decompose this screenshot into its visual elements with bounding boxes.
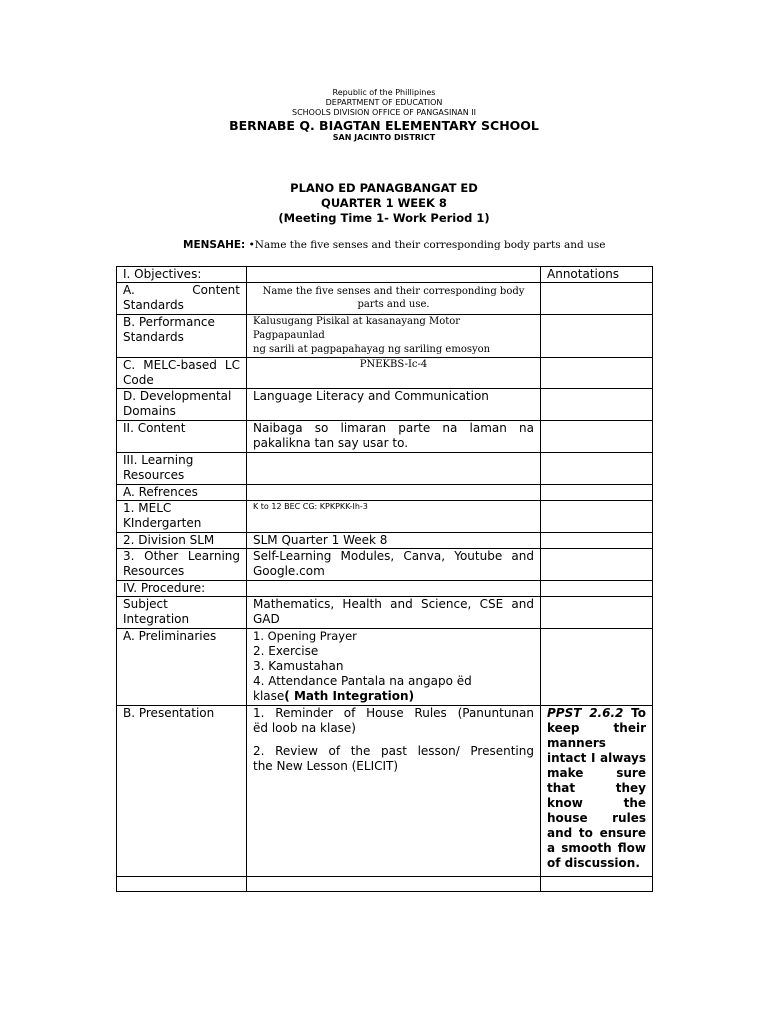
header-division: SCHOOLS DIVISION OFFICE OF PANGASINAN II xyxy=(291,108,477,117)
other-learning-resources-label-line-1: 3. Other Learning xyxy=(123,549,240,563)
presentation-value xyxy=(247,706,541,877)
performance-standards-label xyxy=(117,315,247,358)
content-label: II. Content xyxy=(117,421,247,453)
table-row xyxy=(117,629,653,706)
performance-value-line-2: Pagpapaunlad xyxy=(253,330,325,341)
lesson-plan-table xyxy=(116,266,653,892)
annotation-cell xyxy=(541,421,653,453)
prelim-item-3: 3. Kamustahan xyxy=(253,659,344,673)
content-value-line-1: Naibaga so limaran parte na laman na xyxy=(253,421,534,435)
presentation-spacer xyxy=(253,736,534,744)
procedure-label: IV. Procedure: xyxy=(117,581,247,597)
preliminaries-label: A. Preliminaries xyxy=(117,629,247,706)
title-line-1: PLANO ED PANAGBANGAT ED xyxy=(290,181,478,195)
content-standards-label-b: Content xyxy=(192,283,240,297)
table-row xyxy=(117,453,653,485)
performance-standards-label-line-1: B. Performance xyxy=(123,315,215,329)
title-line-2: QUARTER 1 WEEK 8 xyxy=(321,196,447,210)
annotation-cell xyxy=(541,629,653,706)
ppst-annotation-text-6: know the xyxy=(547,796,646,810)
mensahe-text: •Name the five senses and their corresponding body parts and use xyxy=(245,239,606,251)
melc-code-label-line-1: C. MELC-based LC xyxy=(123,358,240,372)
content-value-line-2: pakalikna tan say usar to. xyxy=(253,436,409,450)
header-department: DEPARTMENT OF EDUCATION xyxy=(325,98,443,107)
melc-kindergarten-value: K to 12 BEC CG: KPKPKK-Ih-3 xyxy=(247,501,541,533)
other-learning-resources-value-line-2: Google.com xyxy=(253,564,325,578)
subject-integration-value-line-2: GAD xyxy=(253,612,280,626)
table-row xyxy=(117,501,653,533)
content-standards-label-a: A. xyxy=(123,283,135,297)
procedure-value xyxy=(247,581,541,597)
content-standards-value-line-1: Name the five senses and their corresponding body xyxy=(262,286,525,297)
content-standards-value xyxy=(247,283,541,315)
table-row xyxy=(117,315,653,358)
ppst-annotation-text-9: a smooth flow xyxy=(547,841,646,855)
prelim-item-4-math: ( Math Integration) xyxy=(284,689,415,703)
table-row xyxy=(117,877,653,892)
presentation-item-1-line-1: 1. Reminder of House Rules (Panuntunan xyxy=(253,706,534,720)
title-line-3: (Meeting Time 1- Work Period 1) xyxy=(278,211,490,225)
dev-domains-label-line-2: Domains xyxy=(123,404,176,418)
ppst-annotation-text-3: intact I always xyxy=(547,751,646,765)
presentation-item-2-line-1: 2. Review of the past lesson/ Presenting xyxy=(253,744,534,758)
annotation-cell xyxy=(541,597,653,629)
empty-cell xyxy=(247,877,541,892)
header-republic: Republic of the Phillipines xyxy=(332,88,436,97)
presentation-item-1-line-2: ëd loob na klase) xyxy=(253,721,356,735)
learning-resources-value xyxy=(247,453,541,485)
ppst-annotation-text-4: make sure xyxy=(547,766,646,780)
learning-resources-label xyxy=(117,453,247,485)
performance-value-line-1: Kalusugang Pisikal at kasanayang Motor xyxy=(253,316,461,327)
content-value xyxy=(247,421,541,453)
table-row xyxy=(117,267,653,283)
melc-code-label-line-2: Code xyxy=(123,373,154,387)
performance-standards-label-line-2: Standards xyxy=(123,330,184,344)
annotation-cell xyxy=(541,581,653,597)
empty-cell xyxy=(541,877,653,892)
annotation-cell xyxy=(541,389,653,421)
table-row xyxy=(117,485,653,501)
preliminaries-value xyxy=(247,629,541,706)
melc-kindergarten-label-line-2: KIndergarten xyxy=(123,516,202,530)
table-row xyxy=(117,283,653,315)
content-standards-label xyxy=(117,283,247,315)
dev-domains-label-line-1: D. Developmental xyxy=(123,389,232,403)
performance-standards-value xyxy=(247,315,541,358)
annotation-cell xyxy=(541,549,653,581)
dev-domains-label xyxy=(117,389,247,421)
table-row xyxy=(117,421,653,453)
learning-resources-label-line-1: III. Learning xyxy=(123,453,194,467)
subject-integration-value-line-1: Mathematics, Health and Science, CSE and xyxy=(253,597,534,611)
ppst-annotation-text-7: house rules xyxy=(547,811,646,825)
prelim-item-4-continued xyxy=(253,689,534,704)
table-row xyxy=(117,549,653,581)
subject-integration-label-line-2: Integration xyxy=(123,612,190,626)
table-row xyxy=(117,389,653,421)
ppst-annotation-text-5: that they xyxy=(547,781,646,795)
ppst-annotation-line-1 xyxy=(547,706,646,721)
prelim-item-4: 4. Attendance Pantala na angapo ëd xyxy=(253,674,472,688)
table-row xyxy=(117,597,653,629)
other-learning-resources-value xyxy=(247,549,541,581)
subject-integration-label xyxy=(117,597,247,629)
presentation-label: B. Presentation xyxy=(117,706,247,877)
header-district: SAN JACINTO DISTRICT xyxy=(332,133,436,142)
annotations-header: Annotations xyxy=(541,267,653,283)
other-learning-resources-label-line-2: Resources xyxy=(123,564,185,578)
other-learning-resources-label xyxy=(117,549,247,581)
ppst-code: PPST 2.6.2 xyxy=(547,706,624,720)
annotation-cell xyxy=(541,485,653,501)
references-value xyxy=(247,485,541,501)
content-standards-label-c: Standards xyxy=(123,298,184,312)
ppst-annotation-text-10: of discussion. xyxy=(547,856,640,870)
melc-kindergarten-label-line-1: 1. MELC xyxy=(123,501,172,515)
table-row xyxy=(117,581,653,597)
annotation-cell xyxy=(541,533,653,549)
prelim-item-1: 1. Opening Prayer xyxy=(253,629,357,643)
performance-value-line-3: ng sarili at pagpapahayag ng sariling emosyon xyxy=(253,344,491,355)
other-learning-resources-value-line-1: Self-Learning Modules, Canva, Youtube and xyxy=(253,549,534,563)
annotation-cell xyxy=(541,501,653,533)
annotation-cell xyxy=(541,315,653,358)
table-row xyxy=(117,706,653,877)
dev-domains-value: Language Literacy and Communication xyxy=(247,389,541,421)
subject-integration-label-line-1: Subject xyxy=(123,597,168,611)
content-standards-value-line-2: parts and use. xyxy=(357,299,430,310)
ppst-annotation-text-0: To xyxy=(631,706,646,720)
melc-kindergarten-label xyxy=(117,501,247,533)
division-slm-value: SLM Quarter 1 Week 8 xyxy=(247,533,541,549)
division-slm-label: 2. Division SLM xyxy=(117,533,247,549)
mensahe-label: MENSAHE: xyxy=(183,239,246,251)
ppst-annotation-text-2: manners xyxy=(547,736,606,750)
annotation-cell xyxy=(541,453,653,485)
melc-code-value: PNEKBS-Ic-4 xyxy=(247,358,541,389)
prelim-item-4-klase: klase xyxy=(253,689,285,703)
prelim-item-2: 2. Exercise xyxy=(253,644,319,658)
objectives-value xyxy=(247,267,541,283)
table-row xyxy=(117,533,653,549)
annotation-cell xyxy=(541,358,653,389)
table-row xyxy=(117,358,653,389)
references-label: A. Refrences xyxy=(117,485,247,501)
empty-cell xyxy=(117,877,247,892)
learning-resources-label-line-2: Resources xyxy=(123,468,185,482)
subject-integration-value xyxy=(247,597,541,629)
melc-code-label xyxy=(117,358,247,389)
ppst-annotation-text-1: keep their xyxy=(547,721,646,735)
annotation-cell xyxy=(541,283,653,315)
mensahe xyxy=(183,239,605,251)
ppst-annotation xyxy=(541,706,653,877)
objectives-label: I. Objectives: xyxy=(117,267,247,283)
header-school: BERNABE Q. BIAGTAN ELEMENTARY SCHOOL xyxy=(229,118,539,133)
ppst-annotation-text-8: and to ensure xyxy=(547,826,646,840)
presentation-item-2-line-2: the New Lesson (ELICIT) xyxy=(253,759,399,773)
